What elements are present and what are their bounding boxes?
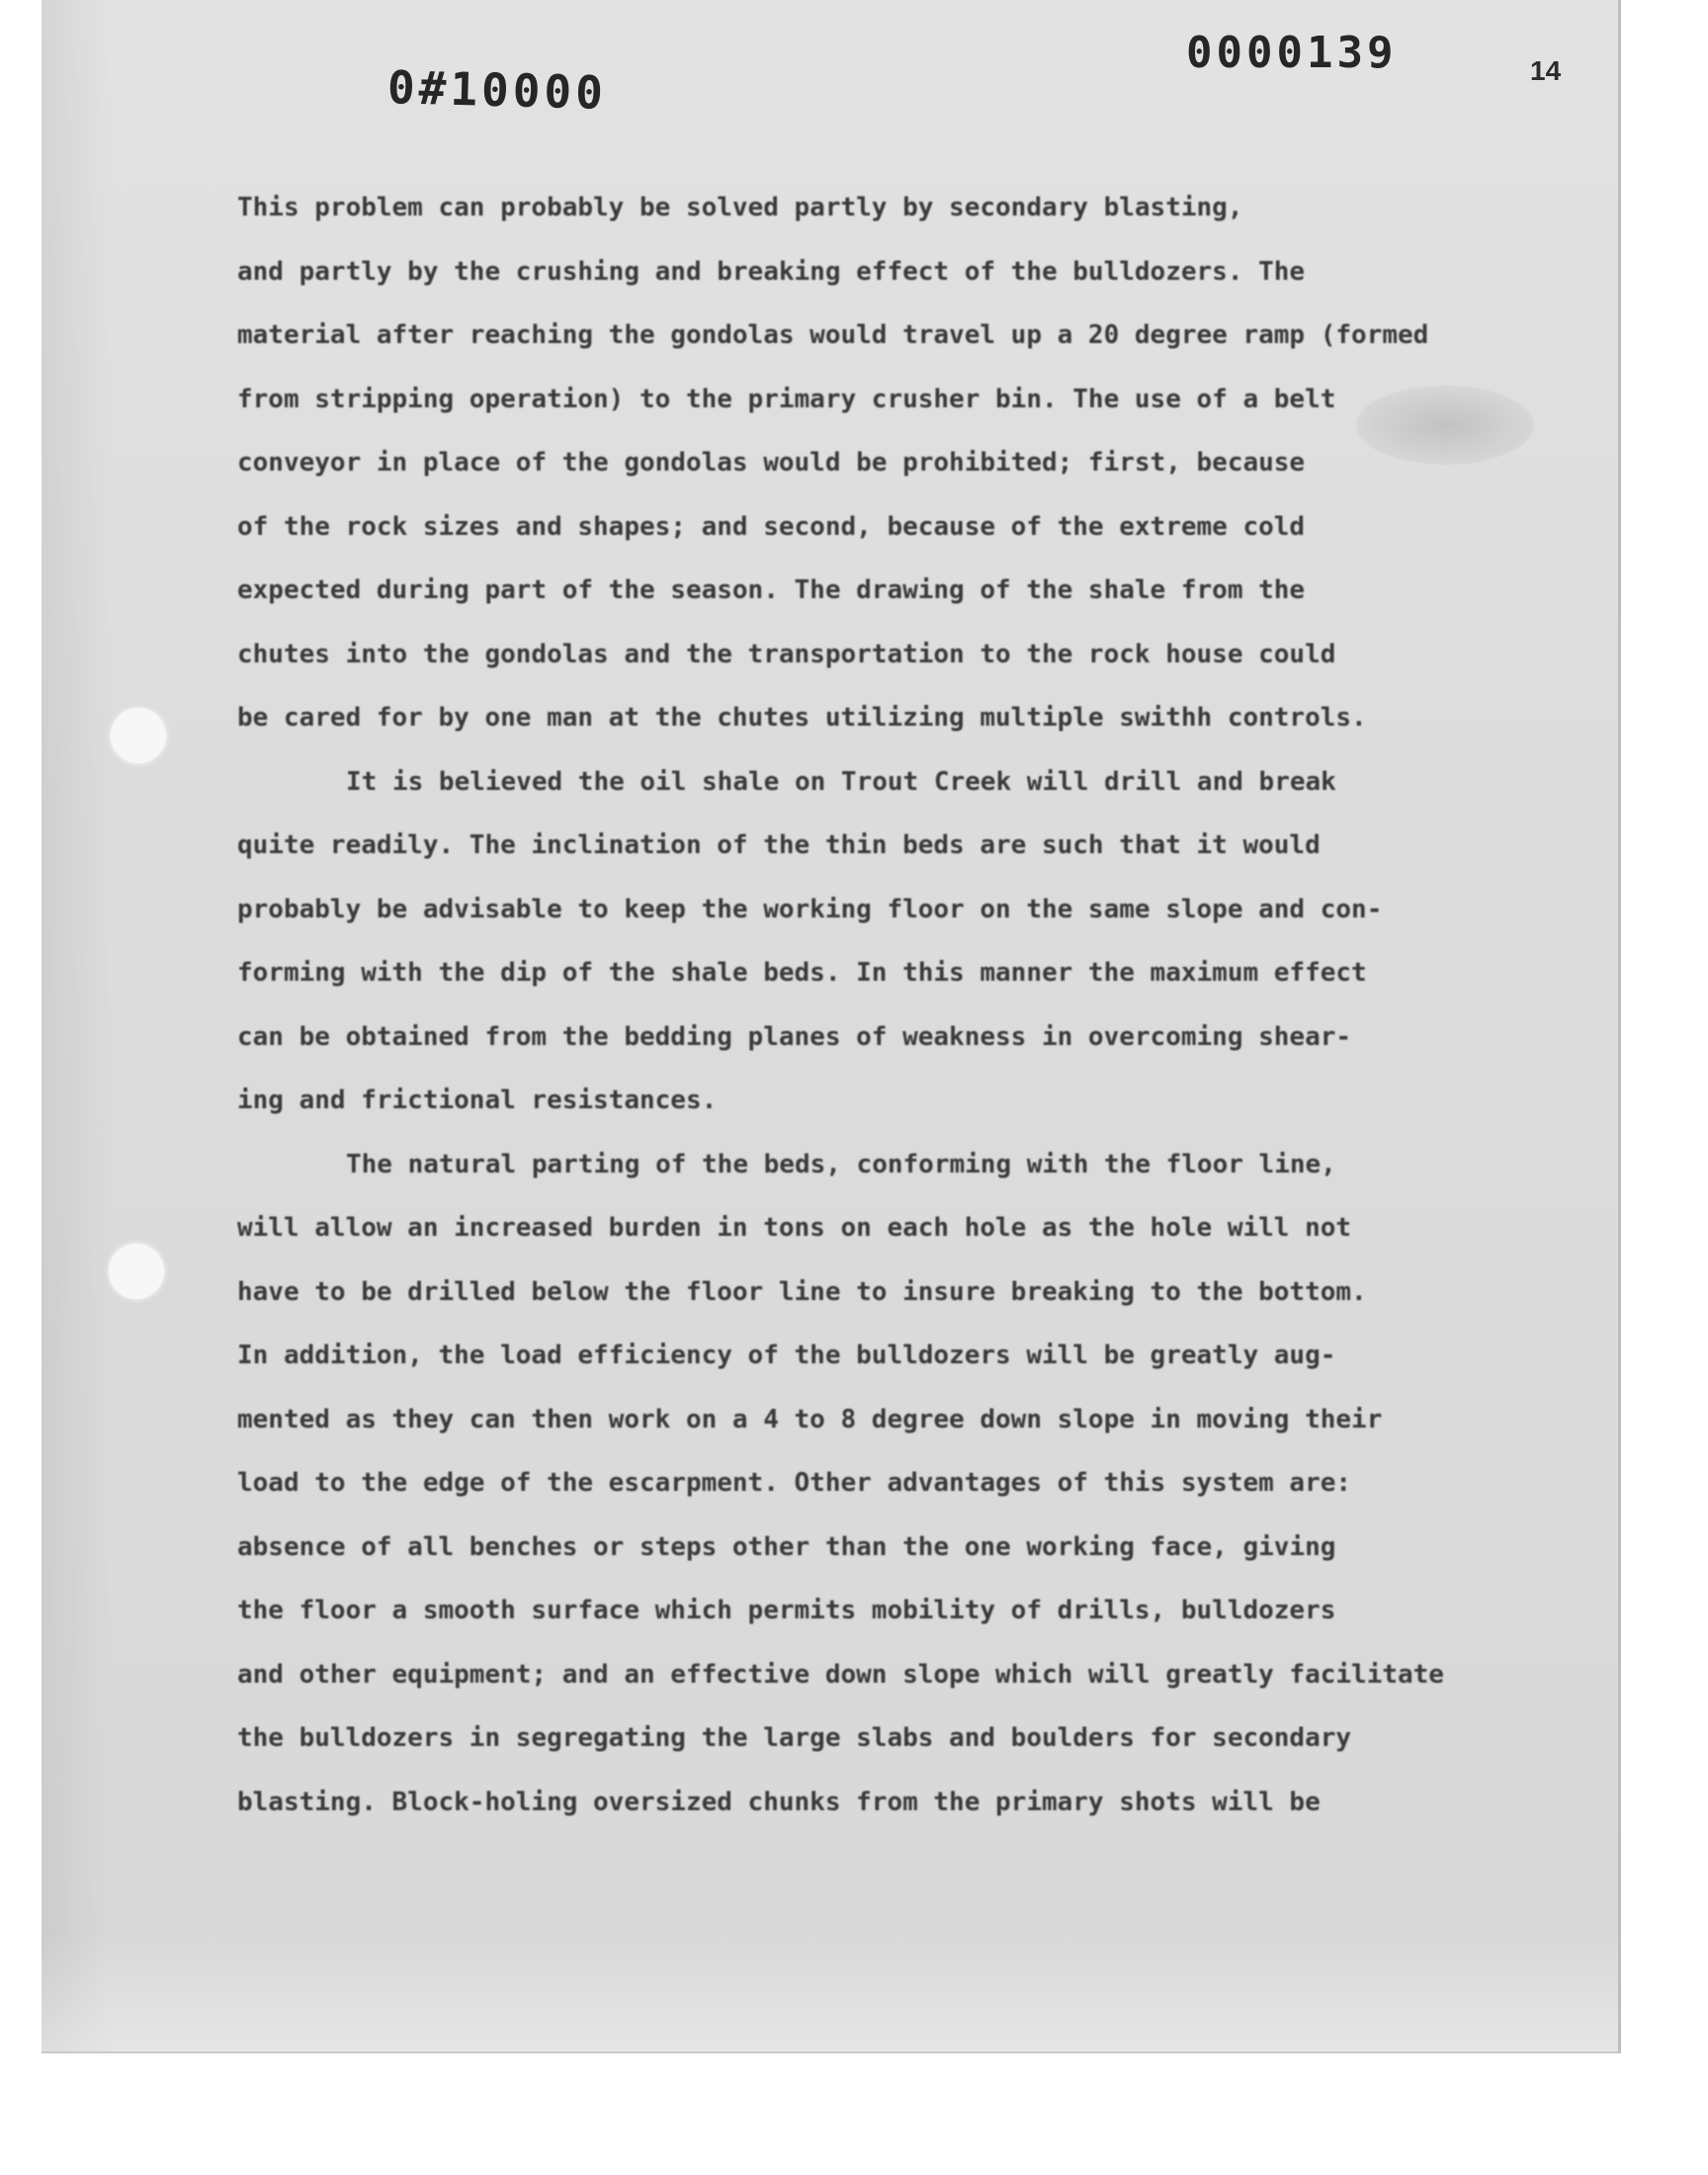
document-stamp-right: 0000139: [1186, 28, 1398, 78]
text-line: The natural parting of the beds, conforming with the floor line,: [346, 1149, 1336, 1179]
text-line: absence of all benches or steps other than the one working face, giving: [237, 1531, 1336, 1562]
text-line: In addition, the load efficiency of the bulldozers will be greatly aug-: [237, 1341, 1336, 1370]
page-edge-shadow: [42, 0, 111, 2051]
page-number: 14: [1530, 55, 1562, 86]
text-line: have to be drilled below the floor line to insure breaking to the bottom.: [237, 1276, 1367, 1307]
text-line: material after reaching the gondolas would travel up a 20 degree ramp (formed: [237, 320, 1429, 350]
text-line: the bulldozers in segregating the large slabs and boulders for secondary: [237, 1723, 1352, 1753]
text-line: from stripping operation) to the primary crusher bin. The use of a belt: [237, 384, 1336, 414]
text-line: and partly by the crushing and breaking effect of the bulldozers. The: [237, 256, 1306, 287]
text-line: of the rock sizes and shapes; and second, because of the extreme cold: [237, 511, 1306, 542]
text-line: quite readily. The inclination of the thin beds are such that it would: [237, 830, 1321, 860]
punch-hole: [111, 708, 166, 763]
text-line: the floor a smooth surface which permits mobility of drills, bulldozers: [237, 1596, 1336, 1625]
paragraph: [237, 1133, 1552, 1835]
page-bottom-fade: [42, 1933, 1618, 2051]
text-line: be cared for by one man at the chutes utilizing multiple swithh controls.: [237, 703, 1367, 733]
text-line: It is believed the oil shale on Trout Creek will drill and break: [346, 766, 1336, 797]
text-line: probably be advisable to keep the working floor on the same slope and con-: [237, 894, 1383, 924]
text-line: and other equipment; and an effective down slope which will greatly facilitate: [237, 1659, 1444, 1690]
text-line: conveyor in place of the gondolas would be prohibited; first, because: [237, 448, 1306, 478]
text-line: will allow an increased burden in tons on each hole as the hole will not: [237, 1213, 1352, 1243]
text-line: load to the edge of the escarpment. Other advantages of this system are:: [237, 1468, 1352, 1498]
paragraph: [237, 176, 1552, 750]
text-line: blasting. Block-holing oversized chunks from the primary shots will be: [237, 1786, 1321, 1817]
text-line: mented as they can then work on a 4 to 8 degree down slope in moving their: [237, 1404, 1383, 1435]
text-line: ing and frictional resistances.: [237, 1086, 718, 1115]
paragraph: [237, 750, 1552, 1133]
text-line: forming with the dip of the shale beds. In this manner the maximum effect: [237, 958, 1367, 988]
text-line: expected during part of the season. The drawing of the shale from the: [237, 575, 1306, 605]
text-line: This problem can probably be solved partly by secondary blasting,: [237, 193, 1243, 222]
text-line: can be obtained from the bedding planes of weakness in overcoming shear-: [237, 1021, 1352, 1052]
document-stamp-left: 0#10000: [386, 60, 608, 120]
punch-hole: [109, 1244, 164, 1299]
body-text: [237, 176, 1552, 1834]
text-line: chutes into the gondolas and the transportation to the rock house could: [237, 639, 1336, 669]
